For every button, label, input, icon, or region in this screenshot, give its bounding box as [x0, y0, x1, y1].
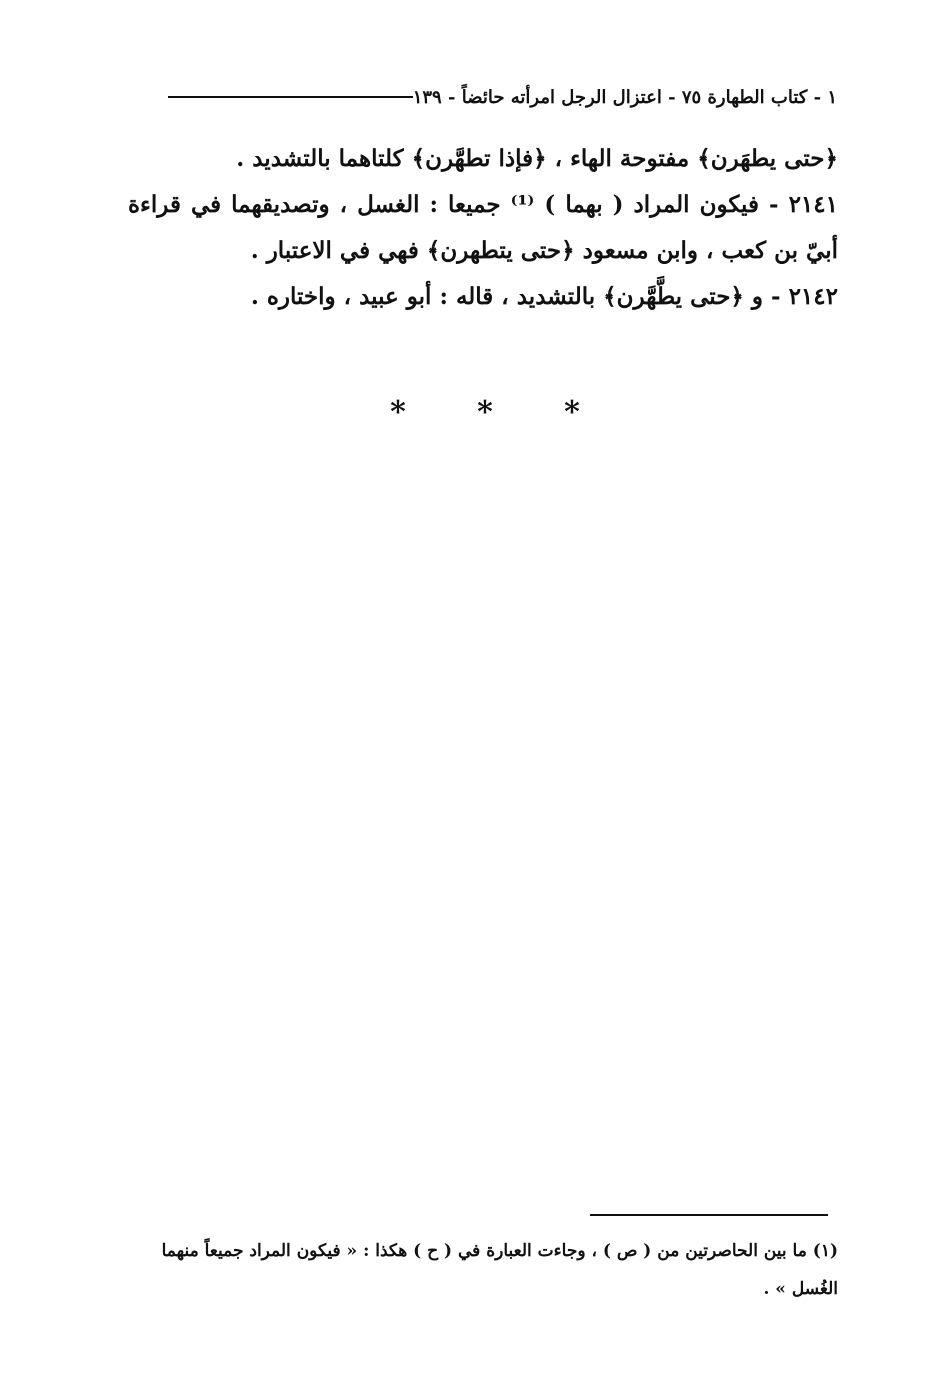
footnotes [112, 1232, 838, 1308]
main-text [128, 136, 838, 320]
footnote: (١) ما بين الحاصرتين من ( ص ) ، وجاءت العبارة في ( ح ) هكذا : « فيكون المراد جميعاً منهما الغُسل » . [161, 1241, 838, 1299]
separator-star: * [564, 395, 580, 430]
paragraph: ٢١٤٢ - و ﴿حتى يطَّهَّرن﴾ بالتشديد ، قاله : أبو عبيد ، واختاره . [250, 283, 838, 310]
footnote-rule [590, 1214, 828, 1216]
paragraph: ٢١٤١ - فيكون المراد ( بهما ) ⁽¹⁾ جميعا : الغسل ، وتصديقهما في قراءة أبيّ بن كعب ، وابن مسعود ﴿حتى يتطهرن﴾ فهي في الاعتبار . [128, 191, 838, 264]
header-rule [168, 96, 413, 98]
running-header [125, 82, 837, 112]
header-title: ١ - كتاب الطهارة ٧٥ - اعتزال الرجل امرأته حائضاً - ١٣٩ [412, 86, 837, 108]
separator-star: * [390, 395, 406, 430]
paragraph: ﴿حتى يطهَرن﴾ مفتوحة الهاء ، ﴿فإذا تطهَّرن﴾ كلتاهما بالتشديد . [236, 145, 838, 172]
section-separator [380, 395, 590, 431]
separator-star: * [477, 395, 493, 430]
